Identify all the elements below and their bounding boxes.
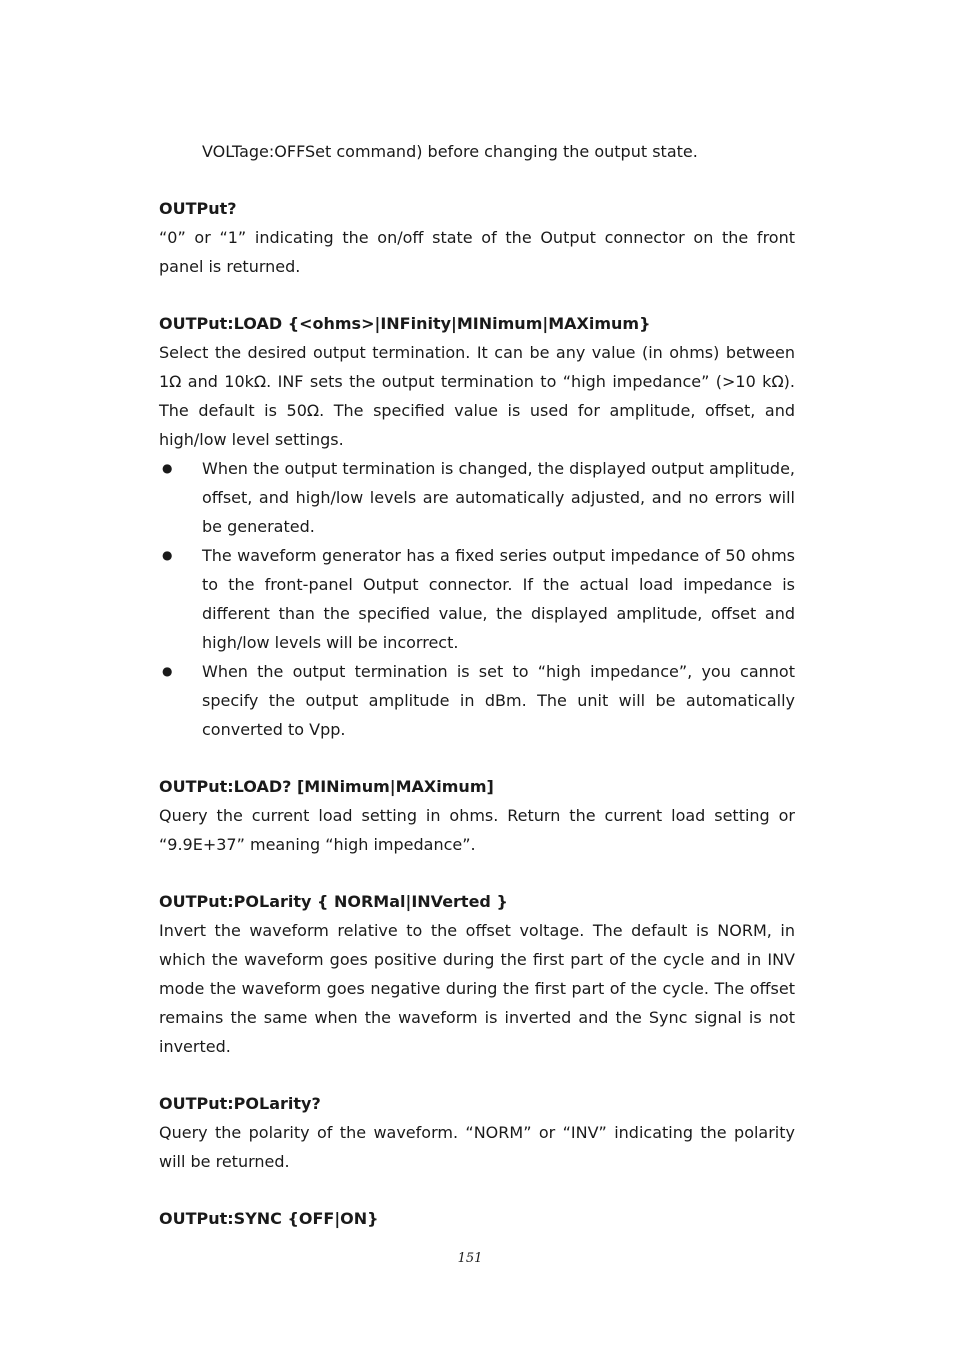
heading-output-query: OUTPut? [159, 199, 237, 218]
list-item [159, 657, 795, 744]
bullet-text: The waveform generator has a fixed series output impedance of 50 ohms to the front-panel Output connector. If the actual load impedance is different than the specified value, the displayed amplitude, offset and high/low levels will be incorrect. [202, 546, 795, 652]
body-output-polarity-query: Query the polarity of the waveform. “NORM” or “INV” indicating the polarity will be returned. [159, 1123, 795, 1171]
bullet-icon: ● [162, 548, 173, 562]
body-output-load-query: Query the current load setting in ohms. Return the current load setting or “9.9E+37” meaning “high impedance”. [159, 806, 795, 854]
bullet-icon: ● [162, 461, 173, 475]
bullet-text: When the output termination is changed, the displayed output amplitude, offset, and high/low levels are automatically adjusted, and no errors will be generated. [202, 459, 795, 536]
heading-output-polarity: OUTPut:POLarity { NORMal|INVerted } [159, 892, 508, 911]
list-item [159, 541, 795, 657]
intro-paragraph: VOLTage:OFFSet command) before changing the output state. [202, 142, 698, 161]
list-item [159, 454, 795, 541]
document-page [159, 137, 795, 1233]
heading-output-sync: OUTPut:SYNC {OFF|ON} [159, 1209, 379, 1228]
bullet-text: When the output termination is set to “high impedance”, you cannot specify the output amplitude in dBm. The unit will be automatically converted to Vpp. [202, 662, 795, 739]
heading-output-load: OUTPut:LOAD {<ohms>|INFinity|MINimum|MAXimum} [159, 314, 651, 333]
output-load-bullet-list [159, 454, 795, 744]
page-number: 151 [457, 1251, 483, 1266]
body-output-query: “0” or “1” indicating the on/off state of the Output connector on the front panel is returned. [159, 228, 795, 276]
heading-output-polarity-query: OUTPut:POLarity? [159, 1094, 321, 1113]
bullet-icon: ● [162, 664, 173, 678]
heading-output-load-query: OUTPut:LOAD? [MINimum|MAXimum] [159, 777, 494, 796]
body-output-polarity: Invert the waveform relative to the offset voltage. The default is NORM, in which the waveform goes positive during the first part of the cycle and in INV mode the waveform goes negative during the first part of the cycle. The offset remains the same when the waveform is inverted and the Sync signal is not inverted. [159, 921, 795, 1056]
body-output-load: Select the desired output termination. It can be any value (in ohms) between 1Ω and 10kΩ. INF sets the output termination to “high impedance” (>10 kΩ). The default is 50Ω. The specified value is used for amplitude, offset, and high/low level settings. [159, 343, 795, 449]
